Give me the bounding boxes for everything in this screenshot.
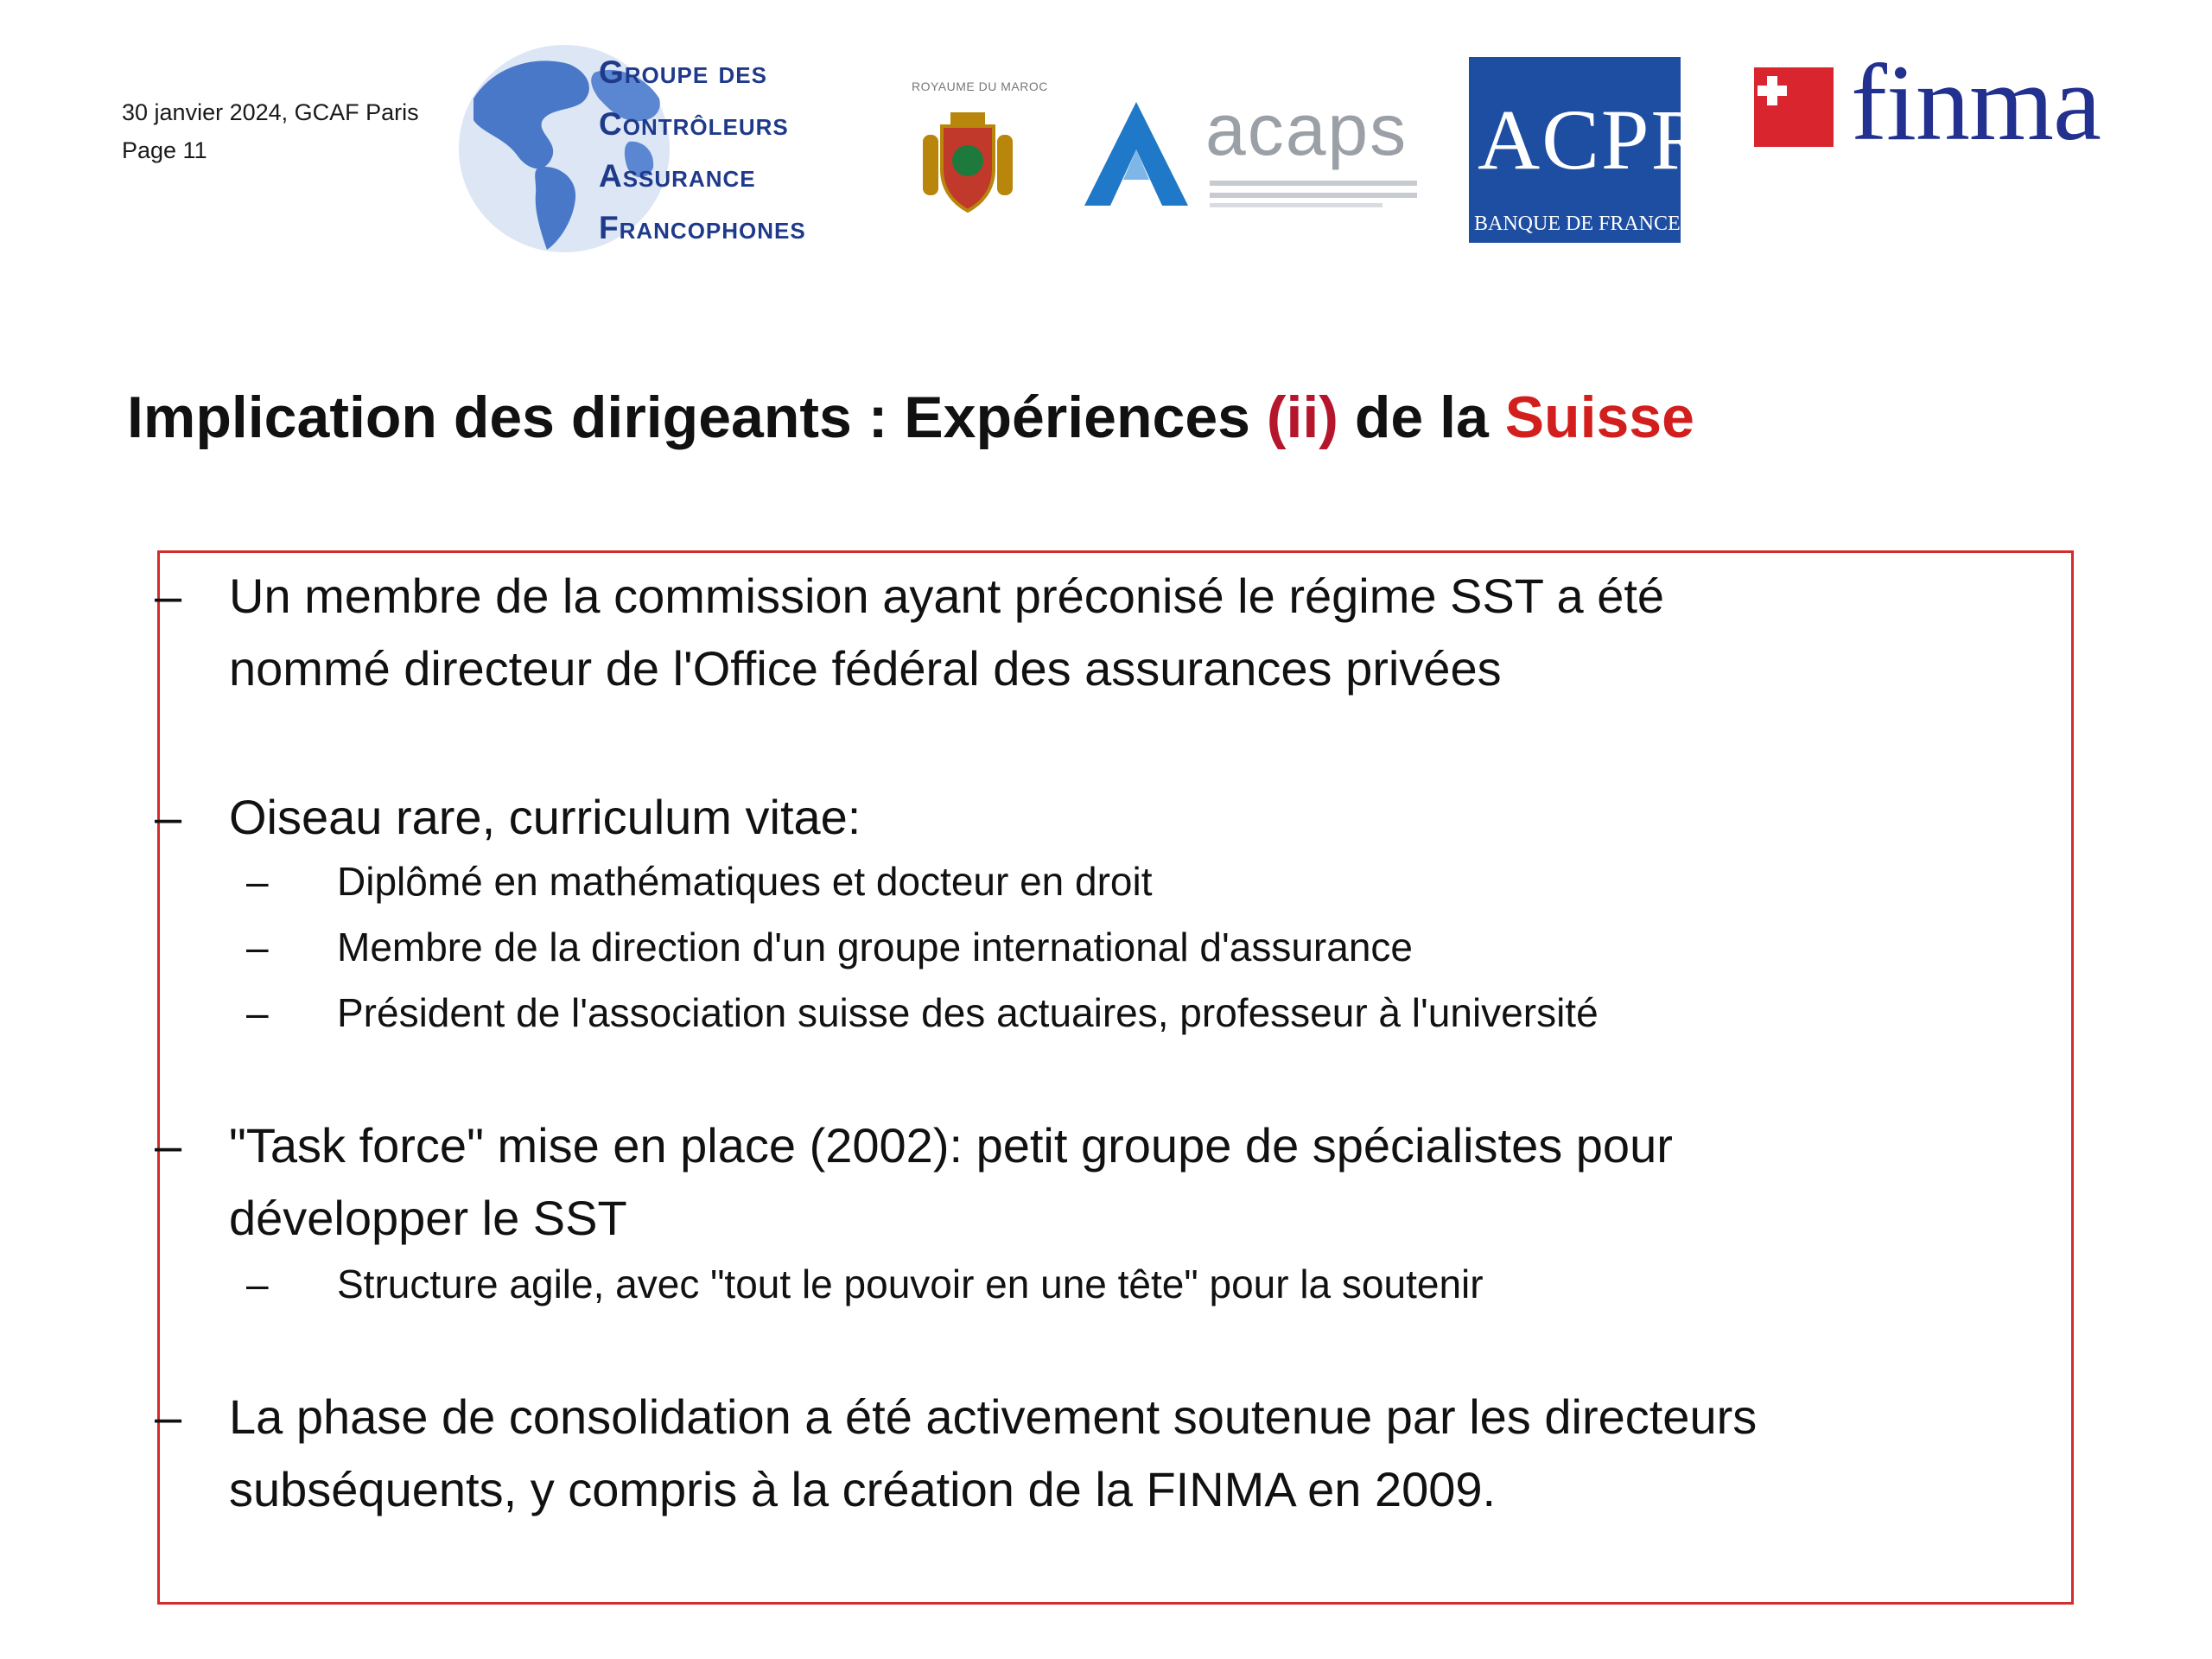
bullet-dash: – (155, 790, 182, 844)
slide-title (127, 384, 1694, 451)
finma-wordmark: finma (1851, 43, 2101, 163)
gcaf-line-4: Francophones (599, 210, 806, 245)
acpr-subtitle: BANQUE DE FRANCE (1474, 213, 1681, 235)
maroc-label: ROYAUME DU MAROC (912, 79, 1048, 93)
acaps-wordmark: acaps (1205, 89, 1408, 170)
bullet-text (229, 1109, 2026, 1255)
bullet-text (229, 1381, 2026, 1526)
sub-bullet-text: Diplômé en mathématiques et docteur en droit (337, 859, 1153, 904)
content-box (157, 550, 2074, 1605)
sub-bullet-dash: – (246, 990, 269, 1035)
title-part-1: Implication des dirigeants : Expériences (127, 385, 1267, 450)
sub-bullet-text: Président de l'association suisse des actuaires, professeur à l'université (337, 990, 1599, 1035)
maroc-emblem (912, 74, 1048, 221)
gcaf-line-1: Groupe des (599, 54, 767, 90)
bullet-line: La phase de consolidation a été activement soutenue par les directeurs (229, 1389, 1758, 1444)
date-line: 30 janvier 2024, GCAF Paris (122, 99, 419, 125)
title-part-2: (ii) (1266, 385, 1338, 450)
bullet-line: nommé directeur de l'Office fédéral des assurances privées (229, 641, 1502, 696)
title-part-4: Suisse (1504, 385, 1694, 450)
sub-bullet-dash: – (246, 925, 269, 969)
bullet-dash: – (155, 1118, 182, 1173)
sub-bullet-dash: – (246, 1262, 269, 1306)
acaps-triangle-icon (1084, 102, 1188, 214)
bullet-line: Oiseau rare, curriculum vitae: (229, 790, 861, 844)
bullet-text (229, 781, 2026, 854)
sub-bullet-text: Structure agile, avec "tout le pouvoir en une tête" pour la soutenir (337, 1262, 1484, 1306)
coat-of-arms-icon (916, 109, 1020, 221)
sub-bullet-text: Membre de la direction d'un groupe international d'assurance (337, 925, 1413, 969)
bullet-line: "Task force" mise en place (2002): petit groupe de spécialistes pour (229, 1118, 1673, 1173)
gcaf-logo (456, 38, 888, 258)
page-label: Page 11 (122, 137, 207, 163)
bullet-line: subséquents, y compris à la création de la FINMA en 2009. (229, 1462, 1497, 1516)
title-part-3: de la (1338, 385, 1505, 450)
bullet-dash: – (155, 1389, 182, 1444)
bullet-line: développer le SST (229, 1191, 627, 1245)
acaps-tagline-lines (1210, 177, 1417, 212)
acpr-logo (1469, 57, 1711, 269)
sub-bullet-dash: – (246, 859, 269, 904)
acaps-logo (1084, 86, 1426, 216)
finma-logo (1754, 43, 2108, 163)
bullet-dash: – (155, 569, 182, 623)
bullet-line: Un membre de la commission ayant préconisé le régime SST a été (229, 569, 1665, 623)
slide-meta (122, 93, 419, 169)
gcaf-line-3: Assurance (599, 158, 756, 194)
gcaf-wordmark (599, 47, 806, 254)
swiss-flag-icon (1754, 67, 1834, 147)
acpr-wordmark: ACPR (1478, 92, 1711, 188)
gcaf-line-2: Contrôleurs (599, 106, 789, 142)
bullet-text (229, 560, 2026, 705)
